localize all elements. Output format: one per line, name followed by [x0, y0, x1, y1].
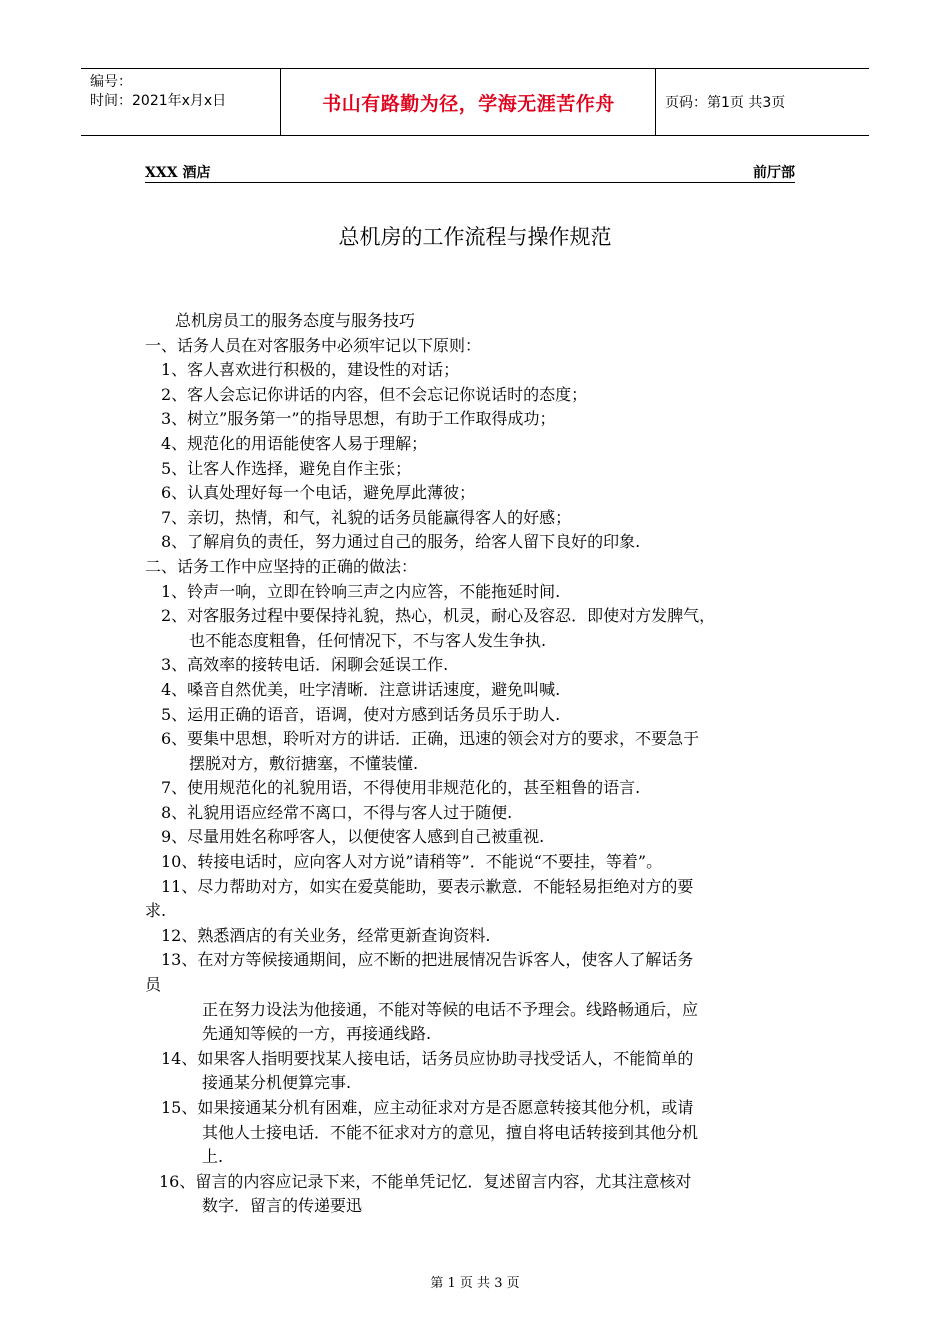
list-item: 7、亲切，热情，和气，礼貌的话务员能赢得客人的好感；: [161, 507, 572, 527]
list-item: 10、转接电话时，应向客人对方说”请稍等”．不能说“不要挂，等着”。: [161, 852, 663, 872]
document-header: [81, 68, 869, 136]
list-item: 2、客人会忘记你讲话的内容，但不会忘记你说话时的态度；: [161, 384, 588, 404]
list-item: 5、运用正确的语音，语调，使对方感到话务员乐于助人.: [161, 704, 561, 724]
list-item: 3、树立”服务第一”的指导思想，有助于工作取得成功；: [161, 409, 556, 429]
list-item-continuation: 正在努力设法为他接通，不能对等候的电话不予理会。线路畅通后，应: [202, 999, 699, 1019]
list-item: 16、留言的内容应记录下来，不能单凭记忆．复述留言内容，尤其注意核对: [159, 1171, 692, 1191]
hotel-name: XXX 酒店: [145, 165, 211, 181]
list-item: 1、铃声一响，立即在铃响三声之内应答，不能拖延时间.: [161, 581, 561, 601]
list-item: 12、熟悉酒店的有关业务，经常更新查询资料.: [161, 925, 491, 945]
header-meta: [81, 69, 281, 135]
page-footer: 第 1 页 共 3 页: [430, 1276, 520, 1291]
list-item-continuation: 求.: [145, 901, 167, 921]
list-item-continuation: 上.: [202, 1147, 224, 1167]
list-item-continuation: 先通知等候的一方，再接通线路.: [202, 1024, 432, 1044]
list-item-continuation: 其他人士接电话．不能不征求对方的意见，擅自将电话转接到其他分机: [202, 1122, 699, 1142]
header-page-code: 页码：第1页 共3页: [665, 95, 786, 111]
time-label: 时间：2021年x月x日: [90, 93, 227, 109]
document-body: [145, 309, 825, 1219]
list-item-continuation: 员: [145, 975, 162, 995]
list-item: 13、在对方等候接通期间，应不断的把进展情况告诉客人，使客人了解话务: [161, 950, 694, 970]
header-motto: 书山有路勤为径，学海无涯苦作舟: [282, 69, 656, 135]
list-item: 15、如果接通某分机有困难，应主动征求对方是否愿意转接其他分机，或请: [161, 1098, 694, 1117]
number-label: 编号：: [90, 74, 132, 90]
section-heading: 总机房员工的服务态度与服务技巧: [175, 311, 416, 330]
list-item-continuation: 也不能态度粗鲁，任何情况下，不与客人发生争执.: [189, 630, 547, 650]
list-item: 1、客人喜欢进行积极的，建设性的对话；: [161, 360, 460, 380]
department-line: [145, 160, 795, 183]
list-item: 3、高效率的接转电话．闲聊会延误工作.: [161, 655, 449, 675]
list-item: 4、规范化的用语能使客人易于理解；: [161, 433, 428, 453]
page-title: 总机房的工作流程与操作规范: [338, 225, 612, 249]
list-item-continuation: 接通某分机便算完事.: [202, 1073, 352, 1093]
list-item: 8、了解肩负的责任，努力通过自己的服务，给客人留下良好的印象.: [161, 532, 641, 552]
list-item-continuation: 摆脱对方，敷衍搪塞，不懂装懂.: [189, 753, 419, 773]
list-item: 9、尽量用姓名称呼客人，以便使客人感到自己被重视.: [161, 827, 545, 847]
list-item: 2、对客服务过程中要保持礼貌，热心，机灵，耐心及容忍．即使对方发脾气，: [161, 606, 716, 626]
list-item-continuation: 数字．留言的传递要迅: [202, 1196, 363, 1216]
section-heading: 二、话务工作中应坚持的正确的做法：: [145, 556, 418, 576]
department-name: 前厅部: [753, 165, 795, 181]
list-item: 8、礼貌用语应经常不离口，不得与客人过于随便.: [161, 802, 513, 822]
list-item: 5、让客人作选择，避免自作主张；: [161, 458, 412, 478]
list-item: 14、如果客人指明要找某人接电话，话务员应协助寻找受话人，不能简单的: [161, 1048, 694, 1068]
list-item: 11、尽力帮助对方，如实在爱莫能助，要表示歉意．不能轻易拒绝对方的要: [161, 876, 694, 896]
list-item: 6、认真处理好每一个电话，避免厚此薄彼；: [161, 483, 476, 503]
list-item: 7、使用规范化的礼貌用语，不得使用非规范化的，甚至粗鲁的语言.: [161, 778, 641, 798]
section-heading: 一、话务人员在对客服务中必须牢记以下原则：: [145, 335, 482, 355]
list-item: 6、要集中思想，聆听对方的讲话．正确，迅速的领会对方的要求，不要急于: [161, 729, 700, 749]
list-item: 4、嗓音自然优美，吐字清晰．注意讲话速度，避免叫喊.: [161, 679, 561, 699]
